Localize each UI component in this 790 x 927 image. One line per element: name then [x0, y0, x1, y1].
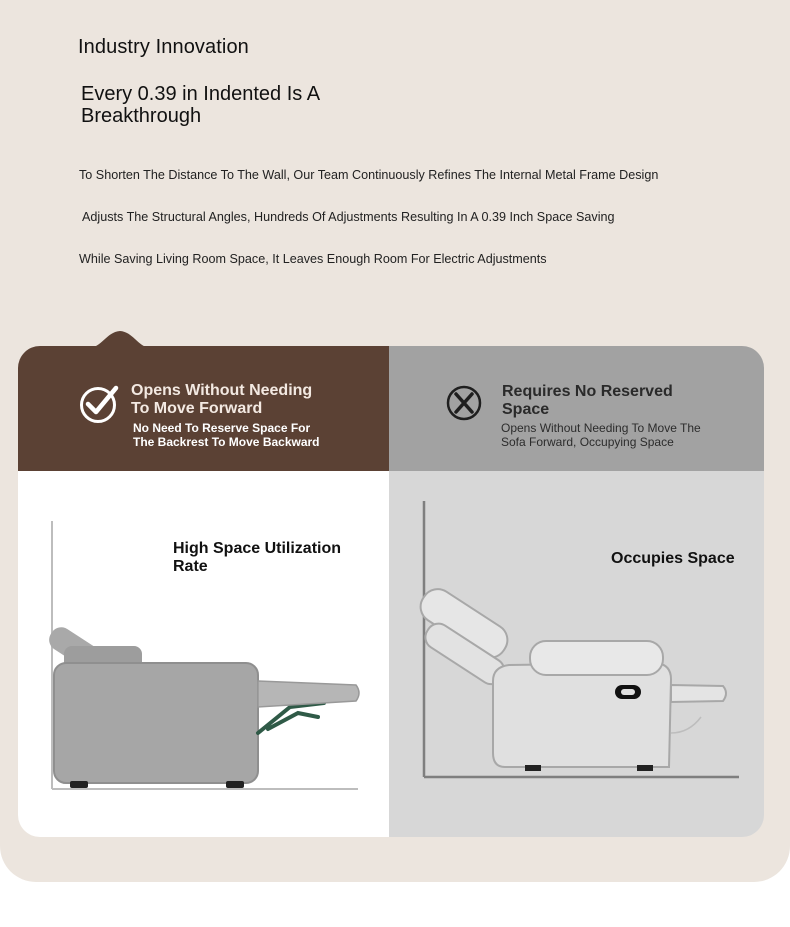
- standard-recliner-illustration: [389, 471, 764, 837]
- right-caption: Occupies Space: [611, 550, 735, 567]
- x-circle-icon: [445, 384, 483, 422]
- left-caption: High Space Utilization Rate: [173, 540, 342, 575]
- description-line-1: To Shorten The Distance To The Wall, Our Team Continuously Refines The Internal Metal Frame Design: [79, 168, 659, 182]
- left-subtitle: No Need To Reserve Space For The Backrest To Move Backward: [133, 421, 320, 449]
- page-title: Every 0.39 in Indented Is A Breakthrough: [81, 83, 319, 127]
- left-illustration-panel: [18, 471, 389, 837]
- compact-recliner-illustration: [18, 471, 389, 837]
- right-subtitle: Opens Without Needing To Move The Sofa Forward, Occupying Space: [501, 421, 701, 449]
- right-illustration-panel: [389, 471, 764, 837]
- left-header: [18, 346, 389, 471]
- right-title: Requires No Reserved Space: [502, 383, 673, 418]
- comparison-card: [18, 346, 764, 837]
- check-circle-icon: [79, 384, 119, 424]
- description-line-3: While Saving Living Room Space, It Leaves Enough Room For Electric Adjustments: [79, 252, 547, 266]
- description-line-2: Adjusts The Structural Angles, Hundreds Of Adjustments Resulting In A 0.39 Inch Space Saving: [82, 210, 615, 224]
- section-heading: Industry Innovation: [78, 36, 249, 58]
- right-header: [389, 346, 764, 471]
- left-title: Opens Without Needing To Move Forward: [131, 382, 313, 417]
